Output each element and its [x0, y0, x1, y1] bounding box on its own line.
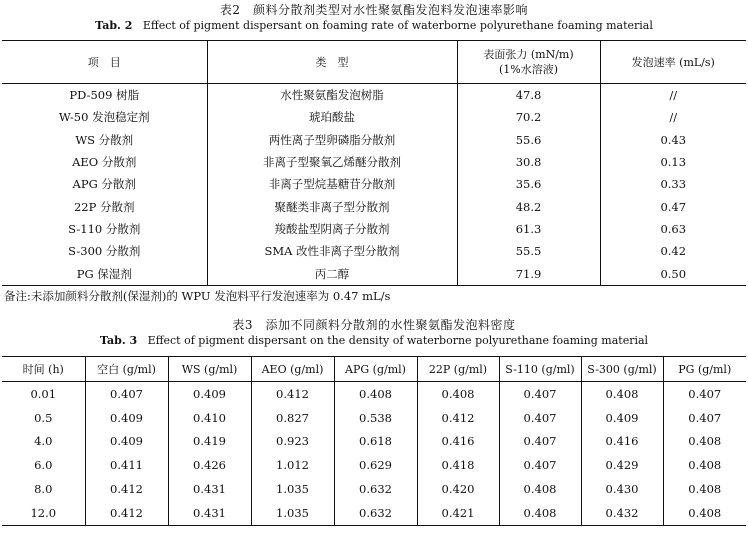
- table3-header-cell: S-300 (g/ml): [581, 357, 663, 382]
- table3-row: [2, 430, 746, 454]
- table3-header-cell: APG (g/ml): [334, 357, 417, 382]
- table2-body: [2, 84, 746, 286]
- table3-cell: 0.409: [581, 406, 663, 430]
- table2-caption-text: Effect of pigment dispersant on foaming rate of waterborne polyurethane foaming material: [142, 19, 653, 32]
- table2-header-tension-line2: (1%水溶液): [498, 63, 559, 76]
- table2-cell-item: AEO 分散剂: [2, 151, 207, 173]
- table2-cell-type: 琥珀酸盐: [207, 106, 457, 128]
- table3-cell: 1.035: [251, 501, 334, 525]
- table3-cell: 4.0: [2, 430, 85, 454]
- table3-row: [2, 453, 746, 477]
- table2-cell-item: 22P 分散剂: [2, 195, 207, 217]
- table3-cell: 0.407: [688, 386, 722, 401]
- table3-cell: 0.431: [168, 501, 251, 525]
- table2-cell-tension: 48.2: [457, 195, 600, 217]
- table2-row: [2, 240, 746, 262]
- table3-row: [2, 382, 746, 406]
- table2-header-tension-line1: 表面张力 (mN/m): [483, 48, 574, 61]
- table2-header-row: [2, 41, 746, 84]
- table3-row: [2, 406, 746, 430]
- table3-cell: 8.0: [2, 477, 85, 501]
- table2-cell-type: SMA 改性非离子型分散剂: [207, 240, 457, 262]
- table3-cell: 0.408: [581, 382, 663, 406]
- table3-header-cell: S-110 (g/ml): [499, 357, 581, 382]
- table2-cell-type: 非离子型烷基糖苷分散剂: [207, 173, 457, 195]
- table2-cell-item: S-300 分散剂: [2, 240, 207, 262]
- table3-cell: 0.407: [688, 410, 722, 425]
- table3-caption-zh: 表3 添加不同颜料分散剂的水性聚氨酯发泡料密度: [232, 318, 516, 332]
- table2-header-item: 项 目: [2, 41, 207, 84]
- table3-cell: 0.408: [688, 482, 722, 497]
- table2-cell-type: 聚醚类非离子型分散剂: [207, 195, 457, 217]
- table3-caption-text: Effect of pigment dispersant on the density of waterborne polyurethane foaming material: [147, 334, 649, 347]
- table2-note: 备注:未添加颜料分散剂(保湿剂)的 WPU 发泡料平行发泡速率为 0.47 mL/s: [4, 289, 391, 303]
- table2-cell-item: PG 保湿剂: [2, 262, 207, 285]
- table3-cell: 0.409: [85, 430, 168, 454]
- table2-cell-type: 非离子型聚氧乙烯醚分散剂: [207, 151, 457, 173]
- table3-cell: 0.420: [417, 477, 499, 501]
- table3-cell: 0.407: [499, 430, 581, 454]
- table2-row: [2, 151, 746, 173]
- table3-caption-en: [0, 333, 748, 349]
- table3-header-cell: 22P (g/ml): [417, 357, 499, 382]
- table3-cell: 0.408: [334, 382, 417, 406]
- table2-row: [2, 195, 746, 217]
- table3-cell: 0.408: [688, 434, 722, 449]
- table3-cell: 0.408: [499, 477, 581, 501]
- table2-cell-rate: //: [669, 110, 678, 125]
- table3-cell: 0.827: [251, 406, 334, 430]
- table2-cell-rate: 0.63: [660, 221, 687, 236]
- table3-cell: 0.431: [168, 477, 251, 501]
- table3-cell: 6.0: [2, 453, 85, 477]
- table3-header-cell: 空白 (g/ml): [85, 357, 168, 382]
- table2-cell-tension: 35.6: [457, 173, 600, 195]
- table2-caption: [0, 2, 748, 34]
- table3-cell: 0.430: [581, 477, 663, 501]
- table3-cell: 12.0: [2, 501, 85, 525]
- table2-cell-tension: 30.8: [457, 151, 600, 173]
- table2-cell-rate: 0.42: [660, 244, 687, 259]
- table2-cell-type: 水性聚氨酯发泡树脂: [207, 84, 457, 107]
- table3-cell: 0.432: [581, 501, 663, 525]
- table2-cell-rate: 0.33: [660, 177, 687, 192]
- table3-cell: 1.012: [251, 453, 334, 477]
- table3-header-cell: AEO (g/ml): [251, 357, 334, 382]
- table3-cell: 0.632: [334, 477, 417, 501]
- table3-cell: 0.923: [251, 430, 334, 454]
- table3-cell: 0.407: [85, 382, 168, 406]
- table3-cell: 0.632: [334, 501, 417, 525]
- table3-cell: 0.409: [85, 406, 168, 430]
- table3-header-cell: 时间 (h): [2, 357, 85, 382]
- table3-cell: 0.411: [85, 453, 168, 477]
- table3-cell: 0.407: [499, 382, 581, 406]
- table3-cell: 1.035: [251, 477, 334, 501]
- table3-caption-label: Tab. 3: [99, 334, 138, 347]
- table2-caption-zh: 表2 颜料分散剂类型对水性聚氨酯发泡料发泡速率影响: [219, 3, 529, 17]
- table2-cell-tension: 47.8: [457, 84, 600, 107]
- table2-cell-tension: 55.5: [457, 240, 600, 262]
- table2-cell-tension: 55.6: [457, 129, 600, 151]
- table2-header-rate: 发泡速率 (mL/s): [600, 41, 746, 84]
- table3-row: [2, 501, 746, 525]
- table2-cell-item: APG 分散剂: [2, 173, 207, 195]
- table2-cell-tension: 71.9: [457, 262, 600, 285]
- table3-cell: 0.407: [499, 453, 581, 477]
- table3-cell: 0.408: [688, 458, 722, 473]
- table2-cell-type: 羧酸盐型阴离子分散剂: [207, 218, 457, 240]
- table2-cell-rate: 0.47: [660, 199, 687, 214]
- table3-cell: 0.412: [85, 477, 168, 501]
- table2-caption-en: [0, 18, 748, 34]
- table2-cell-tension: 61.3: [457, 218, 600, 240]
- table3-cell: 0.419: [168, 430, 251, 454]
- table2-row: [2, 84, 746, 107]
- table2-row: [2, 173, 746, 195]
- table3-container: [2, 356, 746, 526]
- table2-cell-rate: 0.13: [660, 155, 687, 170]
- table2-cell-rate: 0.50: [660, 266, 687, 281]
- table2-container: [2, 40, 746, 286]
- table2-cell-rate: 0.43: [660, 132, 687, 147]
- table3-row: [2, 477, 746, 501]
- table3: [2, 356, 746, 526]
- table2-row: [2, 106, 746, 128]
- table3-cell: 0.429: [581, 453, 663, 477]
- table2-row: [2, 129, 746, 151]
- table3-cell: 0.416: [581, 430, 663, 454]
- table3-cell: 0.408: [688, 505, 722, 520]
- table3-cell: 0.416: [417, 430, 499, 454]
- table2-row: [2, 262, 746, 285]
- table3-cell: 0.410: [168, 406, 251, 430]
- table3-cell: 0.426: [168, 453, 251, 477]
- table3-caption: [0, 317, 748, 349]
- table3-cell: 0.408: [499, 501, 581, 525]
- table2-cell-type: 两性离子型卵磷脂分散剂: [207, 129, 457, 151]
- table3-cell: 0.412: [85, 501, 168, 525]
- table3-cell: 0.412: [251, 382, 334, 406]
- table2-cell-rate: //: [669, 88, 678, 103]
- table3-cell: 0.407: [499, 406, 581, 430]
- table2-header-type: 类 型: [207, 41, 457, 84]
- table3-cell: 0.409: [168, 382, 251, 406]
- table2-cell-item: WS 分散剂: [2, 129, 207, 151]
- table2: [2, 40, 746, 286]
- table2-cell-item: S-110 分散剂: [2, 218, 207, 240]
- table2-cell-item: W-50 发泡稳定剂: [2, 106, 207, 128]
- table3-cell: 0.408: [417, 382, 499, 406]
- table3-body: [2, 382, 746, 526]
- table3-cell: 0.618: [334, 430, 417, 454]
- table3-cell: 0.421: [417, 501, 499, 525]
- table3-cell: 0.01: [2, 382, 85, 406]
- table3-header-cell: PG (g/ml): [663, 357, 746, 382]
- table3-cell: 0.412: [417, 406, 499, 430]
- table2-cell-item: PD-509 树脂: [2, 84, 207, 107]
- table2-header-tension: [457, 41, 600, 84]
- table3-header-cell: WS (g/ml): [168, 357, 251, 382]
- table3-cell: 0.629: [334, 453, 417, 477]
- table2-cell-type: 丙二醇: [207, 262, 457, 285]
- table3-cell: 0.538: [334, 406, 417, 430]
- table2-cell-tension: 70.2: [457, 106, 600, 128]
- table2-row: [2, 218, 746, 240]
- table3-cell: 0.418: [417, 453, 499, 477]
- table2-caption-label: Tab. 2: [95, 19, 133, 32]
- table3-header-row: [2, 357, 746, 382]
- table3-cell: 0.5: [2, 406, 85, 430]
